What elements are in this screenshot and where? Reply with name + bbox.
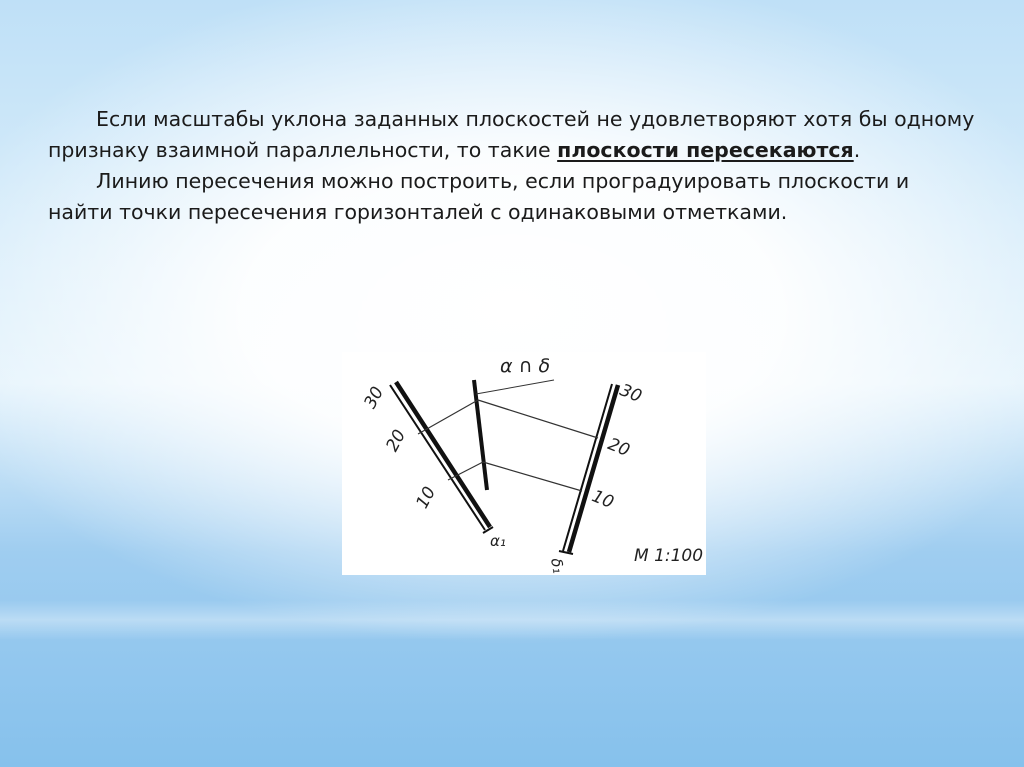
right-scale-label: δ₁ [547, 556, 568, 575]
left-mark-20: 20 [382, 426, 411, 455]
right-contour-10 [483, 462, 582, 491]
left-scale-line-thin [390, 385, 485, 530]
paragraph-1-text: Если масштабы уклона заданных плоскостей не удовлетворяют хотя бы одному признаку взаимной параллельности, то такие [48, 107, 975, 162]
label-leader-line [476, 380, 554, 394]
paragraph-1 [48, 104, 978, 166]
right-scale-line-thick [569, 385, 618, 552]
right-mark-20: 20 [604, 434, 633, 461]
right-scale-line-thin [563, 384, 612, 551]
scale-note: М 1:100 [634, 546, 704, 566]
background-glow [0, 600, 1024, 640]
right-contour-20 [478, 400, 598, 438]
left-contour-20 [418, 400, 478, 434]
intersection-label: α ∩ δ [500, 355, 551, 377]
paragraph-2: Линию пересечения можно построить, если проградуировать плоскости и найти точки пересечения горизонталей с одинаковыми отметками. [48, 169, 910, 224]
left-scale-label: α₁ [490, 532, 506, 550]
left-mark-30: 30 [360, 383, 389, 412]
right-mark-10: 10 [588, 486, 617, 513]
right-slope-scale [559, 384, 618, 554]
intersection-line [474, 380, 487, 490]
right-mark-30: 30 [616, 380, 645, 407]
emphasis-planes-intersect: плоскости пересекаются [557, 138, 854, 162]
intersection-diagram [342, 352, 706, 575]
left-mark-10: 10 [412, 483, 441, 512]
diagram-figure [342, 352, 706, 575]
paragraph-1-end: . [853, 138, 861, 162]
body-text [48, 104, 978, 228]
